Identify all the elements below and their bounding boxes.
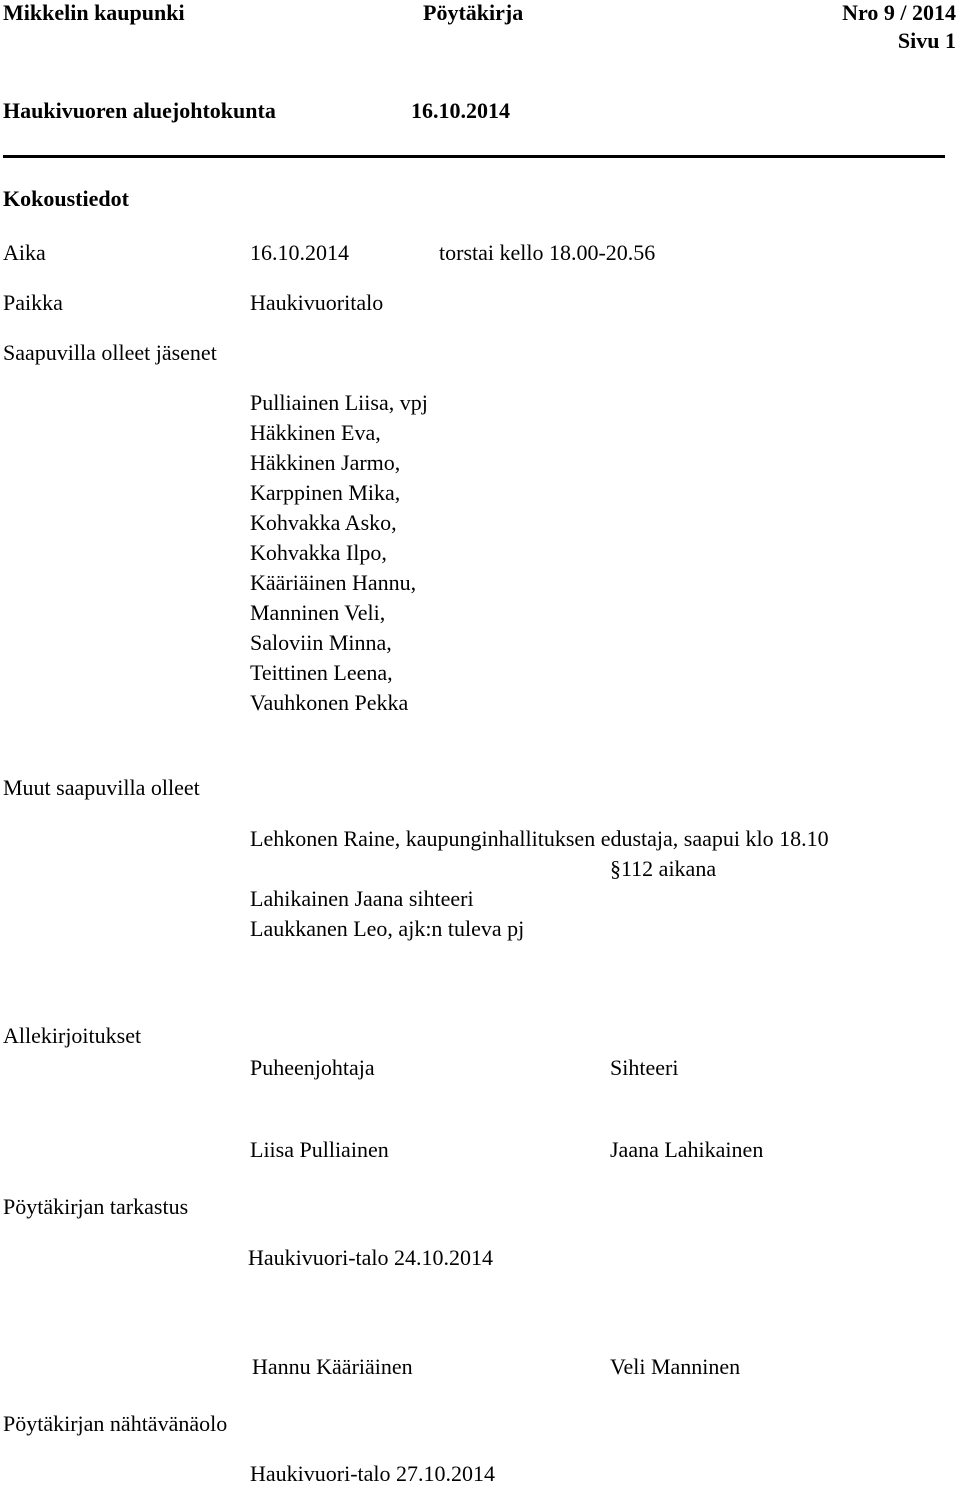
- member-item: Kohvakka Ilpo,: [250, 540, 387, 565]
- place-value: Haukivuoritalo: [250, 290, 384, 315]
- time-detail: torstai kello 18.00-20.56: [439, 240, 656, 265]
- others-line-3: Laukkanen Leo, ajk:n tuleva pj: [250, 916, 525, 941]
- others-line-1-continued: §112 aikana: [610, 856, 717, 881]
- body-name: Haukivuoren aluejohtokunta: [3, 98, 276, 123]
- chair-name: Liisa Pulliainen: [250, 1137, 389, 1162]
- display-place-date: Haukivuori-talo 27.10.2014: [250, 1461, 496, 1486]
- review-label: Pöytäkirjan tarkastus: [3, 1194, 189, 1219]
- member-item: Vauhkonen Pekka: [250, 690, 409, 715]
- secretary-name: Jaana Lahikainen: [610, 1137, 764, 1162]
- city-name: Mikkelin kaupunki: [3, 0, 185, 25]
- place-label: Paikka: [3, 290, 63, 315]
- member-item: Manninen Veli,: [250, 600, 386, 625]
- reviewer-2-name: Veli Manninen: [610, 1354, 741, 1379]
- secretary-title: Sihteeri: [610, 1055, 679, 1080]
- member-item: Pulliainen Liisa, vpj: [250, 390, 428, 415]
- section-title: Kokoustiedot: [3, 186, 129, 211]
- member-item: Häkkinen Jarmo,: [250, 450, 401, 475]
- others-label: Muut saapuvilla olleet: [3, 775, 200, 800]
- others-line-1: Lehkonen Raine, kaupunginhallituksen edustaja, saapui klo 18.10: [250, 826, 829, 851]
- member-item: Häkkinen Eva,: [250, 420, 381, 445]
- document-number: Nro 9 / 2014: [842, 0, 956, 25]
- signatures-label: Allekirjoitukset: [3, 1023, 142, 1048]
- header-rule: [3, 155, 945, 158]
- display-label: Pöytäkirjan nähtävänäolo: [3, 1411, 228, 1436]
- header-date: 16.10.2014: [411, 98, 510, 123]
- members-label: Saapuvilla olleet jäsenet: [3, 340, 217, 365]
- others-line-2: Lahikainen Jaana sihteeri: [250, 886, 474, 911]
- document-type: Pöytäkirja: [423, 0, 524, 25]
- member-item: Teittinen Leena,: [250, 660, 393, 685]
- review-place-date: Haukivuori-talo 24.10.2014: [248, 1245, 494, 1270]
- time-date: 16.10.2014: [250, 240, 349, 265]
- time-label: Aika: [3, 240, 46, 265]
- member-item: Saloviin Minna,: [250, 630, 392, 655]
- page-number: Sivu 1: [897, 28, 956, 53]
- member-item: Kääriäinen Hannu,: [250, 570, 417, 595]
- members-list: [250, 388, 428, 718]
- member-item: Kohvakka Asko,: [250, 510, 397, 535]
- member-item: Karppinen Mika,: [250, 480, 401, 505]
- chair-title: Puheenjohtaja: [250, 1055, 375, 1080]
- reviewer-1-name: Hannu Kääriäinen: [252, 1354, 413, 1379]
